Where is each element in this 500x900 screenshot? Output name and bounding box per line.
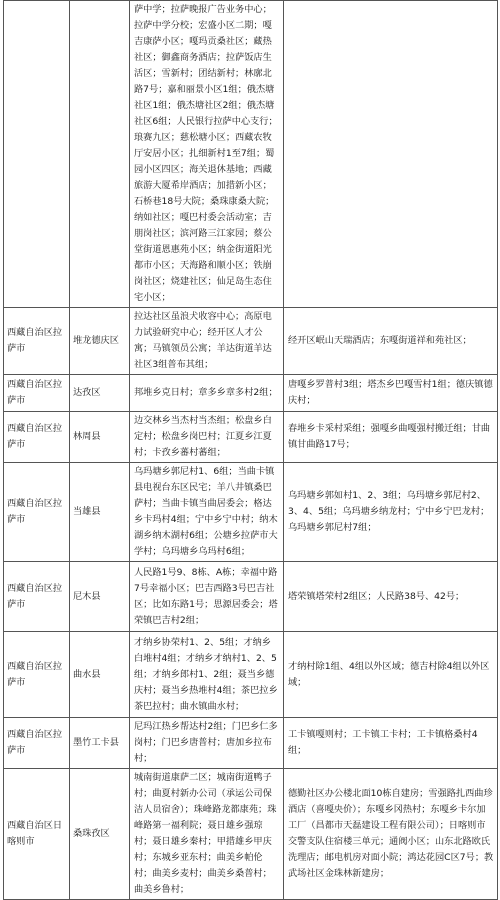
medium-risk-area-cell bbox=[284, 1, 498, 308]
high-risk-area-cell: 人民路1号9、8栋、A栋；幸福中路7号幸福小区；巴吉西路3号巴吉社区；比如东路1号；思源居委会；塔荣镇巴吉村2组； bbox=[130, 562, 284, 632]
region-cell: 西藏自治区拉萨市 bbox=[4, 308, 70, 375]
medium-risk-area-cell: 德勤社区办公楼北面10栋自建房；雪强路扎西曲珍酒店（喜嘎央价）；东嘎乡冈热村；东嘎乡卡尔加工厂（昌都市天磊建设工程有限公司）；日喀则市交警支队住宿楼三单元；通阀小区；山东北路欧氏洗理店；邮电机房对面小院；鸿达花园C区7号；教武场社区金珠林新建房； bbox=[284, 769, 498, 900]
district-cell: 堆龙德庆区 bbox=[70, 308, 130, 375]
district-cell: 墨竹工卡县 bbox=[70, 718, 130, 769]
table-row bbox=[4, 718, 498, 769]
district-cell: 林周县 bbox=[70, 412, 130, 463]
region-cell bbox=[4, 1, 70, 308]
high-risk-area-cell: 城南街道康萨二区；城南街道鸭子村；曲夏村新办公司（承运公司保洁人员宿舍）；珠峰路龙都康苑；珠峰路第一福利院；聂日雄乡强琼村；聂日雄乡秦村；甲措雄乡甲庆村；东城乡亚东村；曲美乡帕伦村；曲美乡麦村；曲美乡桑普村；曲美乡鲁村； bbox=[130, 769, 284, 900]
medium-risk-area-cell: 春堆乡卡采村采组；强嘎乡曲嘎强村搬迁组；甘曲镇甘曲路17号； bbox=[284, 412, 498, 463]
region-cell: 西藏自治区拉萨市 bbox=[4, 412, 70, 463]
district-cell: 桑珠孜区 bbox=[70, 769, 130, 900]
risk-area-table bbox=[3, 0, 498, 900]
table-row bbox=[4, 562, 498, 632]
region-cell: 西藏自治区日喀则市 bbox=[4, 769, 70, 900]
district-cell: 尼木县 bbox=[70, 562, 130, 632]
high-risk-area-cell: 邦堆乡克日村；章多乡章多村2组； bbox=[130, 375, 284, 412]
high-risk-area-cell: 边交林乡当杰村当杰组；松盘乡白定村；松盘乡岗巴村；江夏乡江夏村；卡孜乡蕃村蕃组； bbox=[130, 412, 284, 463]
district-cell bbox=[70, 1, 130, 308]
high-risk-area-cell: 拉达社区虽浪犬收容中心；高原电力试验研究中心；经开区人才公寓；马镇领员公寓；羊达街道羊达社区3组普布其组； bbox=[130, 308, 284, 375]
district-cell: 当雄县 bbox=[70, 463, 130, 562]
high-risk-area-cell: 尼玛江热乡帮达村2组；门巴乡仁多岗村；门巴乡唐普村；唐加乡拉布村； bbox=[130, 718, 284, 769]
medium-risk-area-cell: 工卡镇嘎则村；工卡镇工卡村；工卡镇格桑村4组； bbox=[284, 718, 498, 769]
high-risk-area-cell: 萨中学；拉萨晚报广告业务中心；拉萨中学分校；宏盛小区二期；嘎吉康萨小区；嘎玛贡桑社区；藏热社区；御鑫商务酒店；拉萨饭店生活区；雪新村；团结新村；林廓北路7号；嘉和丽景小区1组；俄杰塘社区1组；俄杰塘社区2组；俄杰塘社区6组；人民银行拉萨中心支行；琅赛九区；慈松塘小区；西藏农牧厅安居小区；扎细新村1至7组；蜀园小区四区；海关退休基地；西藏旅游大厦希岸酒店；加措新小区；石桥巷18号大院；桑珠康桑大院；纳如社区；嘎巴村委会活动室；吉朋岗社区；滨河路三江家园；蔡公堂街道恩惠苑小区；纳金街道阳光都市小区；天海路和顺小区；铁崩岗社区；烧建社区；仙足岛生态住宅小区； bbox=[130, 1, 284, 308]
medium-risk-area-cell: 唐嘎乡罗普村3组；塔杰乡巴嘎雪村1组；德庆镇德庆村； bbox=[284, 375, 498, 412]
region-cell: 西藏自治区拉萨市 bbox=[4, 463, 70, 562]
region-cell: 西藏自治区拉萨市 bbox=[4, 632, 70, 718]
table-row bbox=[4, 463, 498, 562]
district-cell: 曲水县 bbox=[70, 632, 130, 718]
district-cell: 达孜区 bbox=[70, 375, 130, 412]
region-cell: 西藏自治区拉萨市 bbox=[4, 562, 70, 632]
table-row bbox=[4, 308, 498, 375]
region-cell: 西藏自治区拉萨市 bbox=[4, 718, 70, 769]
medium-risk-area-cell: 才纳村除1组、4组以外区域；德吉村除4组以外区域； bbox=[284, 632, 498, 718]
table-row bbox=[4, 375, 498, 412]
medium-risk-area-cell: 经开区岷山天瑞酒店；东嘎街道祥和苑社区； bbox=[284, 308, 498, 375]
table-row bbox=[4, 632, 498, 718]
table-row bbox=[4, 412, 498, 463]
high-risk-area-cell: 乌玛塘乡郭尼村1、6组；当曲卡镇县电视台东区民宅；羊八井镇桑巴萨村；当曲卡镇当曲居委会；格达乡卡玛村4组；宁中乡宁中村；纳木湖乡纳木湖村6组；公塘乡拉萨市大学村；乌玛塘乡乌玛村6组； bbox=[130, 463, 284, 562]
table-row bbox=[4, 1, 498, 308]
medium-risk-area-cell: 乌玛塘乡郭如村1、2、3组；乌玛塘乡郭尼村2、3、4、5组；乌玛塘乡纳龙村；宁中乡宁巴龙村；乌玛塘乡郭尼村7组； bbox=[284, 463, 498, 562]
table-row bbox=[4, 769, 498, 900]
high-risk-area-cell: 才纳乡协荣村1、2、5组；才纳乡白堆村4组；才纳乡才纳村1、2、5组；才纳乡郎村1、2组；聂当乡德庆村；聂当乡热堆村4组；茶巴拉乡茶巴拉村；曲水镇曲水村； bbox=[130, 632, 284, 718]
region-cell: 西藏自治区拉萨市 bbox=[4, 375, 70, 412]
medium-risk-area-cell: 塔荣镇塔荣村2组区；人民路38号、42号； bbox=[284, 562, 498, 632]
